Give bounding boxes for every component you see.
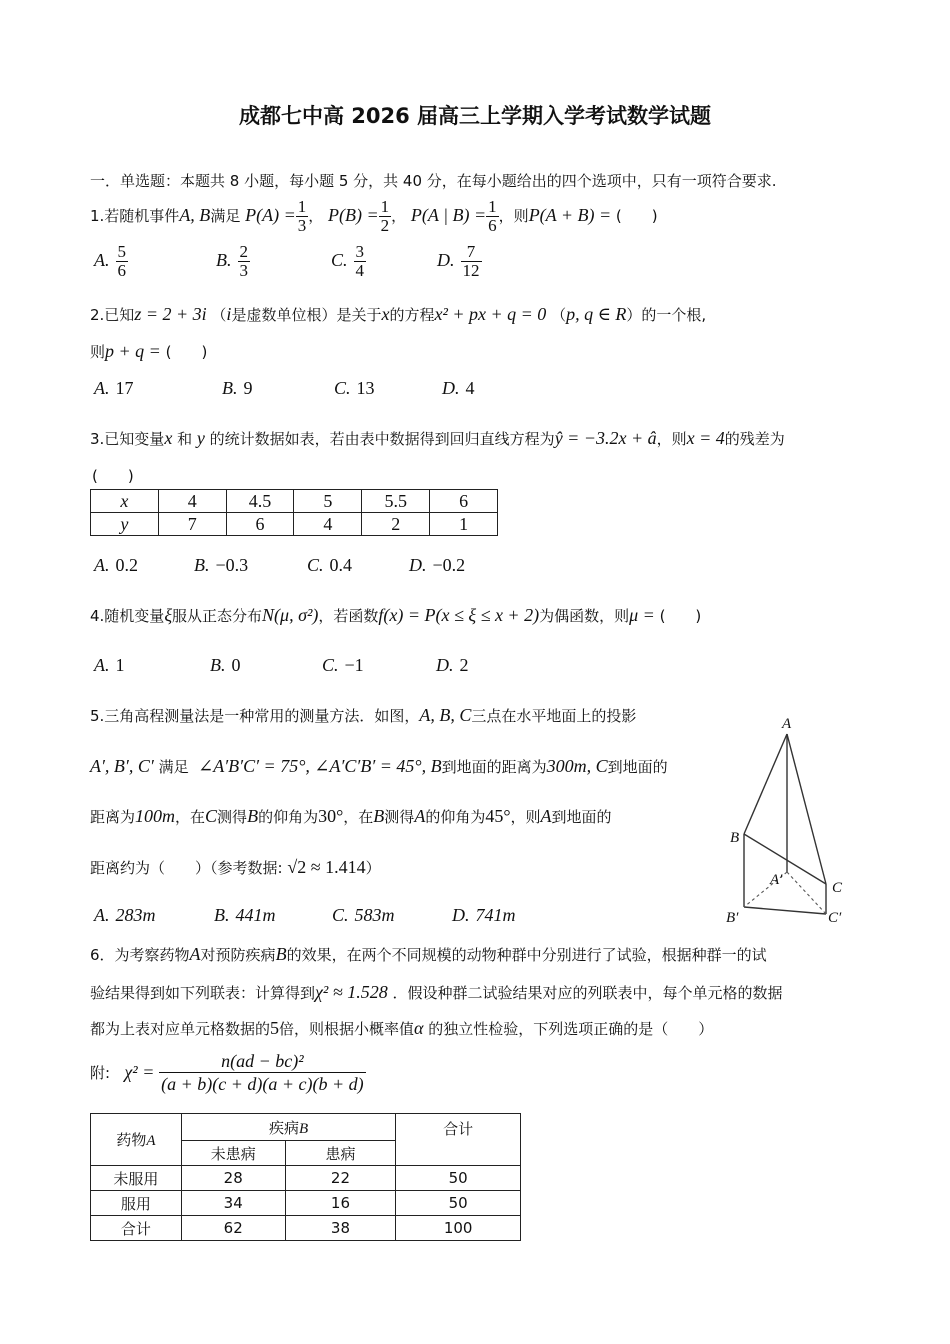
table-cell: 28: [181, 1166, 285, 1191]
q5-text: 到地面的距离为: [441, 758, 547, 776]
table-cell: 100: [396, 1216, 521, 1241]
q2-text: 是虚数单位根）是关于: [231, 306, 382, 324]
figure-label-c: C: [832, 880, 843, 896]
table-cell: 6: [430, 490, 498, 513]
q6-text: 对预防疾病: [200, 946, 276, 964]
q1-lead: 1.若随机事件: [90, 207, 180, 225]
q3-option-b: B. −0.3: [194, 555, 249, 575]
q6-appendix: 附:: [90, 1064, 111, 1082]
q2-z: z = 2 + 3i: [134, 304, 207, 324]
table-cell: 6: [226, 513, 294, 536]
table-row: [91, 513, 498, 536]
q4-blank: ( ): [659, 607, 702, 625]
q6-text: 的效果，在两个不同规模的动物种群中分别进行了试验，根据种群一的试: [286, 946, 767, 964]
q4-xi: ξ: [164, 605, 173, 625]
q2-option-a: A. 17: [94, 378, 134, 398]
q6-alpha: α: [414, 1018, 424, 1038]
q5-text: 到地面的: [551, 808, 612, 826]
table-cell: 5: [294, 490, 362, 513]
q1-pb-frac: $\frac{1}{2}$: [380, 197, 390, 235]
table-header-disease: 疾病B: [181, 1114, 395, 1141]
q1-events: A, B: [179, 205, 211, 225]
q3-blank: ( ): [92, 467, 134, 485]
q1-pab-frac: $\frac{1}{6}$: [488, 197, 497, 235]
table-header-drug: 药物A: [91, 1114, 182, 1166]
figure-label-a-prime: A′: [770, 872, 783, 888]
q6-formula: [90, 1050, 366, 1095]
section-heading: 一．单选题：本题共 8 小题，每小题 5 分，共 40 分，在每小题给出的四个选项中，只有一项符合要求.: [90, 172, 777, 190]
q4-function: f(x) = P(x ≤ ξ ≤ x + 2): [378, 605, 540, 625]
q2-equation: x² + px + q = 0: [434, 304, 547, 324]
q5-distance: 100m: [135, 806, 176, 826]
q5-text: 的仰角为: [425, 808, 486, 826]
q2-option-b: B. 9: [222, 378, 253, 398]
q3-text: ，则: [656, 430, 687, 448]
table-header-no-disease: 未患病: [181, 1141, 285, 1166]
q6-formula-denominator: (a + b)(c + d)(a + c)(b + d): [161, 1074, 364, 1094]
q2-text: （: [211, 306, 227, 324]
q5-text: 的仰角为: [258, 808, 319, 826]
q3-text: 和: [177, 430, 193, 448]
q5-option-d: D. 741m: [452, 905, 516, 925]
q2-x: x: [381, 304, 390, 324]
table-row: [91, 490, 498, 513]
q5-text: 到地面的: [607, 758, 668, 776]
q5-reference: √2 ≈ 1.414: [287, 857, 366, 877]
q1-pab: P(A | B) =: [410, 205, 487, 225]
q5-text: 距离为: [90, 808, 136, 826]
q3-at: x = 4: [686, 428, 725, 448]
q5-var: A: [540, 806, 552, 826]
q1-pb: P(B) =: [328, 205, 379, 225]
q4-option-b: B. 0: [210, 655, 241, 675]
q6-formula-numerator: n(ad − bc)²: [159, 1050, 366, 1073]
q6-var: A: [189, 944, 201, 964]
question-5-line2: [90, 756, 668, 777]
table-cell: 38: [285, 1216, 396, 1241]
q3-y: y: [196, 428, 205, 448]
table-cell: 1: [430, 513, 498, 536]
q1-target: P(A + B) =: [528, 205, 612, 225]
q5-distance: 300m, C: [546, 756, 608, 776]
q6-text: 6．为考察药物: [90, 946, 190, 964]
q5-var: B: [373, 806, 385, 826]
q6-text: 验结果得到如下列联表：计算得到: [90, 984, 316, 1002]
q4-text: ，若函数: [318, 607, 379, 625]
table-cell: 22: [285, 1166, 396, 1191]
table-header-total: 合计: [396, 1114, 521, 1166]
q2-text: （: [551, 306, 567, 324]
q5-text: ，在: [343, 808, 374, 826]
q3-text: 的统计数据如表，若由表中数据得到回归直线方程为: [209, 430, 555, 448]
q5-var: B: [247, 806, 259, 826]
q5-text: 满足: [158, 758, 189, 776]
question-6-line2: [90, 982, 783, 1003]
table-cell: 4: [158, 490, 226, 513]
table-cell: y: [120, 513, 129, 534]
table-cell: 未服用: [91, 1166, 182, 1191]
q2-text: ）的一个根,: [626, 306, 707, 324]
q3-option-c: C. 0.4: [307, 555, 353, 575]
q6-var: B: [275, 944, 287, 964]
figure-label-b: B: [730, 830, 740, 846]
question-2: [90, 304, 706, 325]
table-cell: 34: [181, 1191, 285, 1216]
q4-option-a: A. 1: [94, 655, 125, 675]
q5-text: 距离约为（ ）（参考数据:: [90, 859, 283, 877]
table-row: [91, 1191, 521, 1216]
q5-angles: ∠A′B′C′ = 75°, ∠A′C′B′ = 45°, B: [198, 756, 442, 776]
question-3: [90, 428, 785, 449]
table-cell: 2: [362, 513, 430, 536]
table-header-disease-yes: 患病: [285, 1141, 396, 1166]
table-cell: 50: [396, 1191, 521, 1216]
question-5-line4: [90, 857, 381, 878]
q6-chi-value: χ² ≈ 1.528: [315, 982, 388, 1002]
q3-text: 3.已知变量: [90, 430, 165, 448]
q1-blank: ( ): [615, 207, 658, 225]
q1-pa: P(A) =: [245, 205, 296, 225]
q6-contingency-table: [90, 1113, 521, 1241]
question-1: 1.若随机事件A, B满足 P(A) = $\frac{1}{3}$ ， P(B) = $\frac{1}{2}$ ， P(A | B) = $\frac{1}{6}$ ，则P(A + B) = ( ): [90, 197, 658, 235]
q3-x: x: [164, 428, 173, 448]
q5-points: A, B, C: [419, 705, 472, 725]
q6-text: 倍，则根据小概率值: [279, 1020, 415, 1038]
q4-text: 服从正态分布: [172, 607, 263, 625]
q5-text: ，则: [510, 808, 541, 826]
q2-pq: p, q ∈ R: [566, 304, 627, 324]
q2-option-d: D. 4: [442, 378, 475, 398]
table-cell: x: [120, 490, 129, 511]
question-2-line2: [90, 341, 207, 362]
figure-label-b-prime: B′: [726, 910, 739, 924]
q1-option-b: B. $\frac{2}{3}$: [216, 242, 248, 280]
q5-text: 测得: [384, 808, 415, 826]
q5-text: 5.三角高程测量法是一种常用的测量方法．如图，: [90, 707, 420, 725]
table-cell: 50: [396, 1166, 521, 1191]
q2-blank: ( ): [165, 343, 208, 361]
q5-text: ，在: [175, 808, 206, 826]
table-cell: 合计: [91, 1216, 182, 1241]
question-6-line3: [90, 1018, 713, 1039]
q5-text: ）: [365, 859, 381, 877]
question-6: [90, 944, 767, 965]
q5-option-a: A. 283m: [94, 905, 156, 925]
q1-then: ，则: [498, 207, 529, 225]
table-row: [91, 1114, 521, 1141]
table-cell: 62: [181, 1216, 285, 1241]
q3-option-a: A. 0.2: [94, 555, 138, 575]
table-cell: 16: [285, 1191, 396, 1216]
q6-formula-fraction: [159, 1050, 366, 1095]
q5-angle: 30°: [318, 806, 344, 826]
q5-text: 三点在水平地面上的投影: [471, 707, 637, 725]
table-row: [91, 1166, 521, 1191]
q2-text: 的方程: [389, 306, 435, 324]
table-cell: 5.5: [362, 490, 430, 513]
q4-distribution: N(μ, σ²): [262, 605, 319, 625]
q6-text: 都为上表对应单元格数据的: [90, 1020, 271, 1038]
q5-option-c: C. 583m: [332, 905, 395, 925]
q2-text: 2.已知: [90, 306, 135, 324]
q5-var: A: [414, 806, 426, 826]
q1-option-c: C. $\frac{3}{4}$: [331, 242, 365, 280]
q1-option-a: A. $\frac{5}{6}$: [94, 242, 126, 280]
q4-text: 4.随机变量: [90, 607, 165, 625]
q4-mu: μ =: [629, 605, 655, 625]
q5-var: C: [205, 806, 218, 826]
table-cell: 4: [294, 513, 362, 536]
q6-text: 的独立性检验，下列选项正确的是（ ）: [428, 1020, 714, 1038]
q5-option-b: B. 441m: [214, 905, 276, 925]
q2-option-c: C. 13: [334, 378, 375, 398]
q5-text: 测得: [217, 808, 248, 826]
q4-option-c: C. −1: [322, 655, 364, 675]
table-cell: 4.5: [226, 490, 294, 513]
q3-text: 的残差为: [724, 430, 785, 448]
table-cell: 7: [158, 513, 226, 536]
figure-label-c-prime: C′: [828, 910, 842, 924]
q4-option-d: D. 2: [436, 655, 469, 675]
q5-projections: A′, B′, C′: [90, 756, 154, 776]
q6-chi: χ² =: [124, 1062, 155, 1082]
page-title: 成都七中高 2026 届高三上学期入学考试数学试题: [238, 104, 712, 128]
q1-option-d: D. $\frac{7}{12}$: [437, 242, 480, 280]
question-4: [90, 605, 701, 626]
q2-target: p + q =: [105, 341, 161, 361]
table-cell: 服用: [91, 1191, 182, 1216]
q3-option-d: D. −0.2: [409, 555, 466, 575]
q3-data-table: [90, 489, 498, 536]
q6-multiplier: 5: [270, 1018, 280, 1038]
q6-text: ．假设种群二试验结果对应的列联表中，每个单元格的数据: [392, 984, 783, 1002]
q4-text: 为偶函数，则: [539, 607, 630, 625]
q5-angle: 45°: [485, 806, 511, 826]
q1-pa-frac: $\frac{1}{3}$: [297, 197, 307, 235]
question-5-line3: [90, 806, 612, 827]
table-row: [91, 1216, 521, 1241]
q3-equation: ŷ = −3.2x + â: [554, 428, 657, 448]
q5-figure: [722, 712, 860, 924]
q1-satisfy: 满足: [210, 207, 241, 225]
q2-i: i: [226, 304, 232, 324]
question-5: [90, 705, 636, 726]
q2-text: 则: [90, 343, 106, 361]
figure-label-a: A: [782, 716, 792, 732]
